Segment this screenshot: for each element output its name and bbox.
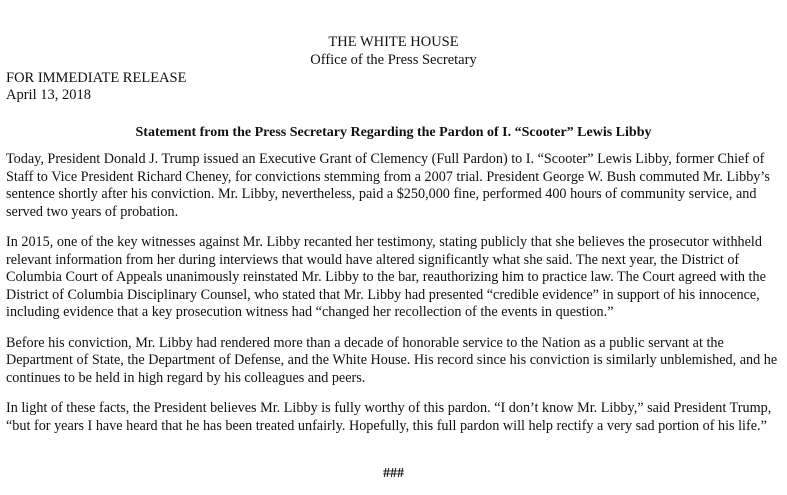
body-paragraph: Before his conviction, Mr. Libby had rendered more than a decade of honorable service to the Nation as a public servant at the Department of State, the Department of Defense, and the White House. His record since his conviction is similarly unblemished, and he continues to be held in high regard by his colleagues and peers.: [6, 334, 778, 386]
end-mark: ###: [383, 466, 404, 481]
body-paragraph: In 2015, one of the key witnesses against Mr. Libby recanted her testimony, stating publicly that she believes the prosecutor withheld relevant information from her during interviews that would have altered significantly what she said. The next year, the District of Columbia Court of Appeals unanimously reinstated Mr. Libby to the bar, reauthorizing him to practice law. The Court agreed with the District of Columbia Disciplinary Counsel, who stated that Mr. Libby had presented “credible evidence” in support of his innocence, including evidence that a key prosecution witness had “changed her recollection of the events in question.”: [6, 234, 766, 320]
release-label: FOR IMMEDIATE RELEASE: [6, 70, 187, 86]
release-date: April 13, 2018: [6, 87, 91, 103]
statement-body: [6, 151, 781, 448]
letterhead-office: Office of the Press Secretary: [310, 52, 477, 68]
letterhead: [0, 33, 787, 69]
body-paragraph: Today, President Donald J. Trump issued an Executive Grant of Clemency (Full Pardon) to I. “Scooter” Lewis Libby, former Chief of Staff to Vice President Richard Cheney, for convictions stemming from a 2007 trial. President George W. Bush commuted Mr. Libby’s sentence shortly after his conviction. Mr. Libby, nevertheless, paid a $250,000 fine, performed 400 hours of community service, and served two years of probation.: [6, 151, 770, 220]
release-block: [6, 70, 186, 104]
statement-title: Statement from the Press Secretary Regarding the Pardon of I. “Scooter” Lewis Libby: [135, 125, 652, 140]
letterhead-org: THE WHITE HOUSE: [328, 34, 459, 50]
body-paragraph: In light of these facts, the President believes Mr. Libby is fully worthy of this pardon. “I don’t know Mr. Libby,” said President Trump, “but for years I have heard that he has been treated unfairly. Hopefully, this full pardon will help rectify a very sad portion of his life.”: [6, 400, 772, 434]
